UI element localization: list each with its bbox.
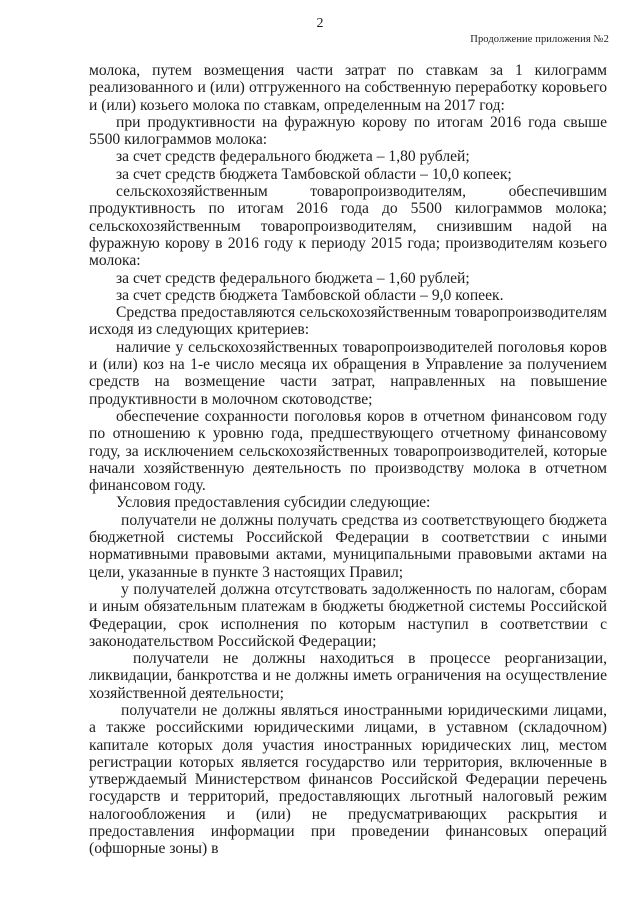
document-body [89, 62, 607, 858]
paragraph-condition-no-other-funds: получатели не должны получать средства из соответствующего бюджета бюджетной системы Российской Федерации в соответствии с иными нормативными правовыми актами, муниципальными правовыми актами на цели, указанные в пункте 3 настоящих Правил; [89, 511, 607, 581]
paragraph-criteria-intro: Средства предоставляются сельскохозяйственным товаропроизводителям исходя из следующих критериев: [89, 304, 607, 339]
paragraph-condition-no-reorganization: получатели не должны находиться в процессе реорганизации, ликвидации, банкротства и не должны иметь ограничения на осуществление хозяйственной деятельности; [89, 650, 607, 702]
paragraph-condition-not-foreign: получатели не должны являться иностранными юридическими лицами, а также российскими юридическими лицами, в уставном (складочном) капитале которых доля участия иностранных юридических лиц, местом регистрации которых является государство или территория, включенные в утверждаемый Министерством финансов Российской Федерации перечень государств и территорий, предоставляющих льготный налоговый режим налогообложения и (или) не предусматривающих раскрытия и предоставления информации при проведении финансовых операций (офшорные зоны) в [89, 701, 607, 858]
paragraph-federal-rate-2: за счет средств федерального бюджета – 1,60 рублей; [116, 269, 470, 287]
paragraph-federal-rate-1: за счет средств федерального бюджета – 1,80 рублей; [116, 148, 470, 166]
paragraph-productivity-over-5500: при продуктивности на фуражную корову по итогам 2016 года свыше 5500 килограммов молока: [89, 113, 607, 149]
paragraph-milk-rates-intro: молока, путем возмещения части затрат по ставкам за 1 килограмм реализованного и (или) отгруженного на собственную переработку коровьего и (или) козьего молока по ставкам, определенным на 2017 год: [89, 62, 607, 114]
paragraph-producers-under-5500: сельскохозяйственным товаропроизводителям, обеспечившим продуктивность по итогам 2016 года до 5500 килограммов молока; сельскохозяйственным товаропроизводителям, снизившим надой на фуражную корову в 2016 году к периоду 2015 года; производителям козьего молока: [89, 183, 607, 270]
appendix-continuation-note: Продолжение приложения №2 [470, 34, 609, 45]
page-number: 2 [316, 16, 324, 31]
paragraph-conditions-intro: Условия предоставления субсидии следующие: [116, 494, 431, 512]
paragraph-criterion-herd-preservation: обеспечение сохранности поголовья коров в отчетном финансовом году по отношению к уровню года, предшествующего отчетному финансовому году, за исключением сельскохозяйственных товаропроизводителей, которые начали хозяйственную деятельность по производству молока в отчетном финансовом году. [89, 407, 607, 495]
paragraph-regional-rate-1: за счет средств бюджета Тамбовской области – 10,0 копеек; [116, 165, 512, 183]
paragraph-regional-rate-2: за счет средств бюджета Тамбовской области – 9,0 копеек. [116, 286, 504, 304]
paragraph-criterion-livestock: наличие у сельскохозяйственных товаропроизводителей поголовья коров и (или) коз на 1-е число месяца их обращения в Управление за получением средств на возмещение части затрат, направленных на повышение продуктивности в молочном скотоводстве; [89, 338, 607, 408]
paragraph-condition-no-tax-debt: у получателей должна отсутствовать задолженность по налогам, сборам и иным обязательным платежам в бюджеты бюджетной системы Российской Федерации, срок исполнения по которым наступил в соответствии с законодательством Российской Федерации; [89, 580, 607, 650]
